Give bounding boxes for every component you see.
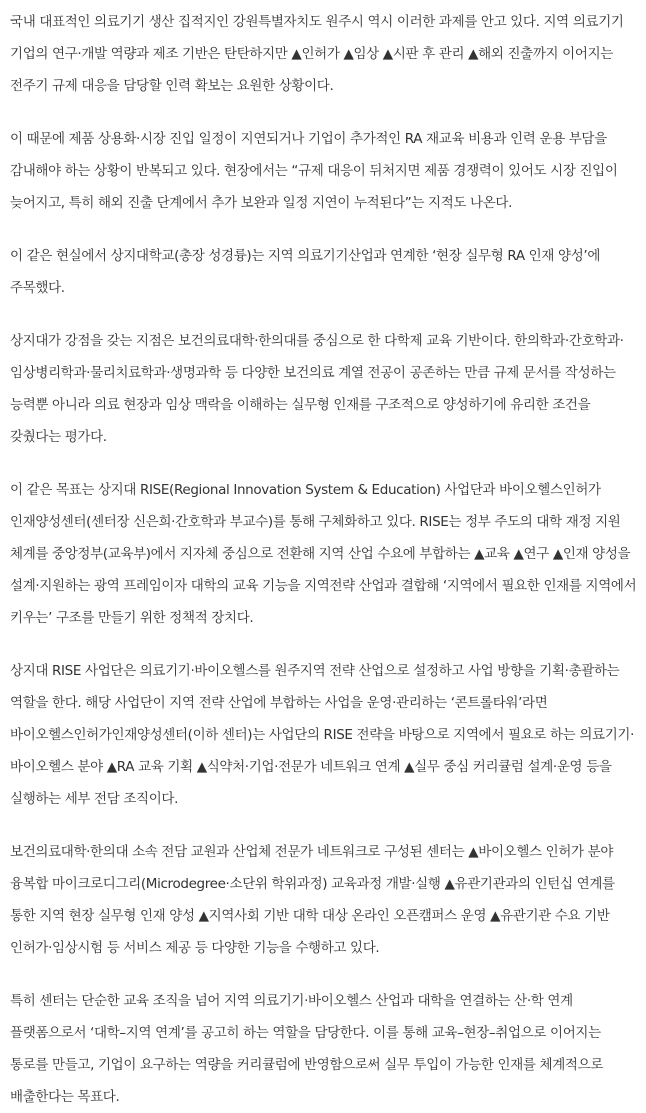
article-paragraph-2: 이 때문에 제품 상용화·시장 진입 일정이 지연되거나 기업이 추가적인 RA 재교육 비용과 인력 운용 부담을 감내해야 하는 상황이 반복되고 있다. 현장에서는 “규제 대응이 뒤처지면 제품 경쟁력이 있어도 시장 진입이 늦어지고, 특히 해외 진출 단계에서 추가 보완과 일정 지연이 누적된다”는 지적도 나온다.: [10, 131, 618, 211]
article-paragraph-8: 특히 센터는 단순한 교육 조직을 넘어 지역 의료기기·바이오헬스 산업과 대학을 연결하는 산·학 연계 플랫폼으로서 ‘대학–지역 연계’를 공고히 하는 역할을 담당한다. 이를 통해 교육–현장–취업으로 이어지는 통로를 만들고, 기업이 요구하는 역량을 커리큘럼에 반영함으로써 실무 투입이 가능한 인재를 체계적으로 배출한다는 목표다.: [10, 993, 604, 1105]
article-paragraph-1: 국내 대표적인 의료기기 생산 집적지인 강원특별자치도 원주시 역시 이러한 과제를 안고 있다. 지역 의료기기 기업의 연구·개발 역량과 제조 기반은 탄탄하지만 ▲인허가 ▲임상 ▲시판 후 관리 ▲해외 진출까지 이어지는 전주기 규제 대응을 담당할 인력 확보는 요원한 상황이다.: [10, 14, 624, 94]
article-paragraph-3: 이 같은 현실에서 상지대학교(총장 성경륭)는 지역 의료기기산업과 연계한 ‘현장 실무형 RA 인재 양성’에 주목했다.: [10, 248, 601, 296]
article-paragraph-6: 상지대 RISE 사업단은 의료기기·바이오헬스를 원주지역 전략 산업으로 설정하고 사업 방향을 기획·총괄하는 역할을 한다. 해당 사업단이 지역 전략 산업에 부합하는 사업을 운영·관리하는 ‘콘트롤타워’라면 바이오헬스인허가인재양성센터(이하 센터)는 사업단의 RISE 전략을 바탕으로 지역에서 필요로 하는 의료기기·바이오헬스 분야 ▲RA 교육 기획 ▲식약처·기업·전문가 네트워크 연계 ▲실무 중심 커리큘럼 설계·운영 등을 실행하는 세부 전담 조직이다.: [10, 663, 635, 807]
article-paragraph-7: 보건의료대학·한의대 소속 전담 교원과 산업체 전문가 네트워크로 구성된 센터는 ▲바이오헬스 인허가 분야 융복합 마이크로디그리(Microdegree·소단위 학위과정) 교육과정 개발·실행 ▲유관기관과의 인턴십 연계를 통한 지역 현장 실무형 인재 양성 ▲지역사회 기반 대학 대상 온라인 오픈캠퍼스 운영 ▲유관기관 수요 기반 인허가·임상시험 등 서비스 제공 등 다양한 기능을 수행하고 있다.: [10, 844, 615, 956]
article-paragraph-5: 이 같은 목표는 상지대 RISE(Regional Innovation System & Education) 사업단과 바이오헬스인허가 인재양성센터(센터장 신은희·간호학과 부교수)를 통해 구체화하고 있다. RISE는 정부 주도의 대학 재정 지원 체계를 중앙정부(교육부)에서 지자체 중심으로 전환해 지역 산업 수요에 부합하는 ▲교육 ▲연구 ▲인재 양성을 설계·지원하는 광역 프레임이자 대학의 교육 기능을 지역전략 산업과 결합해 ‘지역에서 필요한 인재를 지역에서 키우는’ 구조를 만들기 위한 정책적 장치다.: [10, 482, 637, 626]
article-paragraph-4: 상지대가 강점을 갖는 지점은 보건의료대학·한의대를 중심으로 한 다학제 교육 기반이다. 한의학과·간호학과·임상병리학과·물리치료학과·생명과학 등 다양한 보건의료 계열 전공이 공존하는 만큼 규제 문서를 작성하는 능력뿐 아니라 의료 현장과 임상 맥락을 이해하는 실무형 인재를 구조적으로 양성하기에 유리한 조건을 갖췄다는 평가다.: [10, 333, 624, 445]
